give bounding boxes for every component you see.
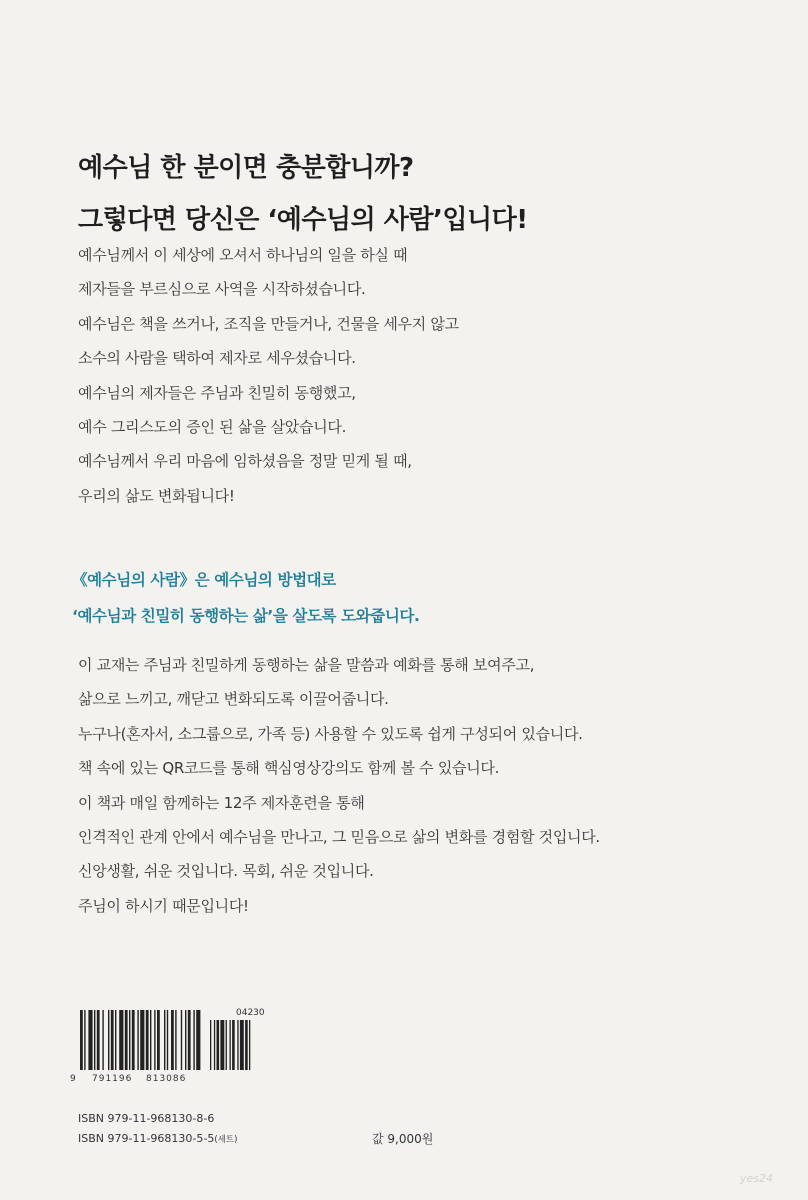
barcode-addon-bar bbox=[240, 1020, 244, 1070]
barcode-bar bbox=[154, 1010, 155, 1070]
intro-line: 예수님께서 우리 마음에 임하셨음을 정말 믿게 될 때, bbox=[78, 452, 412, 471]
barcode-bar bbox=[140, 1010, 144, 1070]
intro-line: 제자들을 부르심으로 사역을 시작하셨습니다. bbox=[78, 280, 366, 299]
barcode-bar bbox=[88, 1010, 92, 1070]
body-line: 삶으로 느끼고, 깨닫고 변화되도록 이끌어줍니다. bbox=[78, 690, 389, 709]
body-paragraph bbox=[78, 648, 600, 923]
highlight-line-2: ‘예수님과 친밀히 동행하는 삶’을 살도록 도와줍니다. bbox=[72, 607, 420, 625]
body-line: 이 책과 매일 함께하는 12주 제자훈련을 통해 bbox=[78, 793, 365, 812]
barcode-bar bbox=[181, 1010, 182, 1070]
barcode-addon-bar bbox=[220, 1020, 224, 1070]
barcode bbox=[80, 1010, 280, 1074]
barcode-bar bbox=[102, 1010, 103, 1070]
intro-line: 예수 그리스도의 증인 된 삶을 살았습니다. bbox=[78, 418, 347, 437]
barcode-bar bbox=[185, 1010, 186, 1070]
barcode-addon-bar bbox=[217, 1020, 220, 1070]
barcode-addon-bar bbox=[232, 1020, 235, 1070]
barcode-bar bbox=[188, 1010, 191, 1070]
barcode-bar bbox=[137, 1010, 138, 1070]
barcode-bar bbox=[119, 1010, 123, 1070]
barcode-bar bbox=[157, 1010, 160, 1070]
barcode-bar bbox=[84, 1010, 85, 1070]
barcode-addon-bar bbox=[226, 1020, 227, 1070]
barcode-bar bbox=[193, 1010, 194, 1070]
barcode-bar bbox=[150, 1010, 151, 1070]
body-line: 인격적인 관계 안에서 예수님을 만나고, 그 믿음으로 삶의 변화를 경험할 것입니다. bbox=[78, 828, 600, 847]
barcode-bar bbox=[80, 1010, 83, 1070]
barcode-bar bbox=[132, 1010, 135, 1070]
isbn-line-1: ISBN 979-11-968130-8-6 bbox=[78, 1112, 215, 1125]
barcode-bar bbox=[164, 1010, 165, 1070]
barcode-bar bbox=[97, 1010, 100, 1070]
barcode-bar bbox=[94, 1010, 95, 1070]
intro-paragraph bbox=[78, 238, 459, 513]
barcode-bar bbox=[167, 1010, 168, 1070]
headline-line-1: 예수님 한 분이면 충분합니까? bbox=[78, 153, 414, 183]
body-line: 누구나(혼자서, 소그룹으로, 가족 등) 사용할 수 있도록 쉽게 구성되어 있습니다. bbox=[78, 724, 583, 743]
barcode-addon-bar bbox=[214, 1020, 215, 1070]
barcode-addon-bar bbox=[245, 1020, 248, 1070]
intro-line: 우리의 삶도 변화됩니다! bbox=[78, 486, 235, 505]
body-line: 책 속에 있는 QR코드를 통해 핵심영상강의도 함께 볼 수 있습니다. bbox=[78, 759, 500, 778]
isbn-set-label: (세트) bbox=[214, 1135, 238, 1145]
barcode-bar bbox=[171, 1010, 174, 1070]
intro-line: 예수님께서 이 세상에 오셔서 하나님의 일을 하실 때 bbox=[78, 246, 408, 264]
barcode-right-digits: 813086 bbox=[146, 1074, 187, 1084]
barcode-bar bbox=[146, 1010, 149, 1070]
body-line: 신앙생활, 쉬운 것입니다. 목회, 쉬운 것입니다. bbox=[78, 862, 374, 881]
barcode-addon-bar bbox=[210, 1020, 211, 1070]
intro-line: 소수의 사람을 택하여 제자로 세우셨습니다. bbox=[78, 349, 356, 368]
headline bbox=[78, 142, 528, 246]
highlight-paragraph bbox=[72, 562, 419, 634]
barcode-addon-bar bbox=[230, 1020, 231, 1070]
barcode-addon-bar bbox=[237, 1020, 238, 1070]
barcode-addon-bar bbox=[249, 1020, 250, 1070]
barcode-bar bbox=[108, 1010, 109, 1070]
isbn-line-2 bbox=[78, 1132, 237, 1145]
barcode-bar bbox=[115, 1010, 116, 1070]
barcode-bar bbox=[196, 1010, 200, 1070]
body-line: 주님이 하시기 때문입니다! bbox=[78, 896, 249, 915]
headline-line-2: 그렇다면 당신은 ‘예수님의 사람’입니다! bbox=[78, 205, 528, 235]
highlight-line-1: 《예수님의 사람》은 예수님의 방법대로 bbox=[72, 571, 336, 589]
barcode-bar bbox=[125, 1010, 128, 1070]
intro-line: 예수님의 제자들은 주님과 친밀히 동행했고, bbox=[78, 383, 356, 402]
body-line: 이 교재는 주님과 친밀하게 동행하는 삶을 말씀과 예화를 통해 보여주고, bbox=[78, 656, 535, 674]
price: 값 9,000원 bbox=[372, 1132, 434, 1146]
barcode-first-digit: 9 bbox=[70, 1074, 77, 1084]
watermark-logo: yes24 bbox=[740, 1172, 774, 1185]
intro-line: 예수님은 책을 쓰거나, 조직을 만들거나, 건물을 세우지 않고 bbox=[78, 314, 459, 333]
barcode-bar bbox=[129, 1010, 130, 1070]
barcode-addon-number: 04230 bbox=[236, 1008, 265, 1018]
isbn-line-2-number: ISBN 979-11-968130-5-5 bbox=[78, 1132, 215, 1145]
barcode-bar bbox=[111, 1010, 114, 1070]
barcode-left-digits: 791196 bbox=[92, 1074, 133, 1084]
barcode-bar bbox=[175, 1010, 176, 1070]
